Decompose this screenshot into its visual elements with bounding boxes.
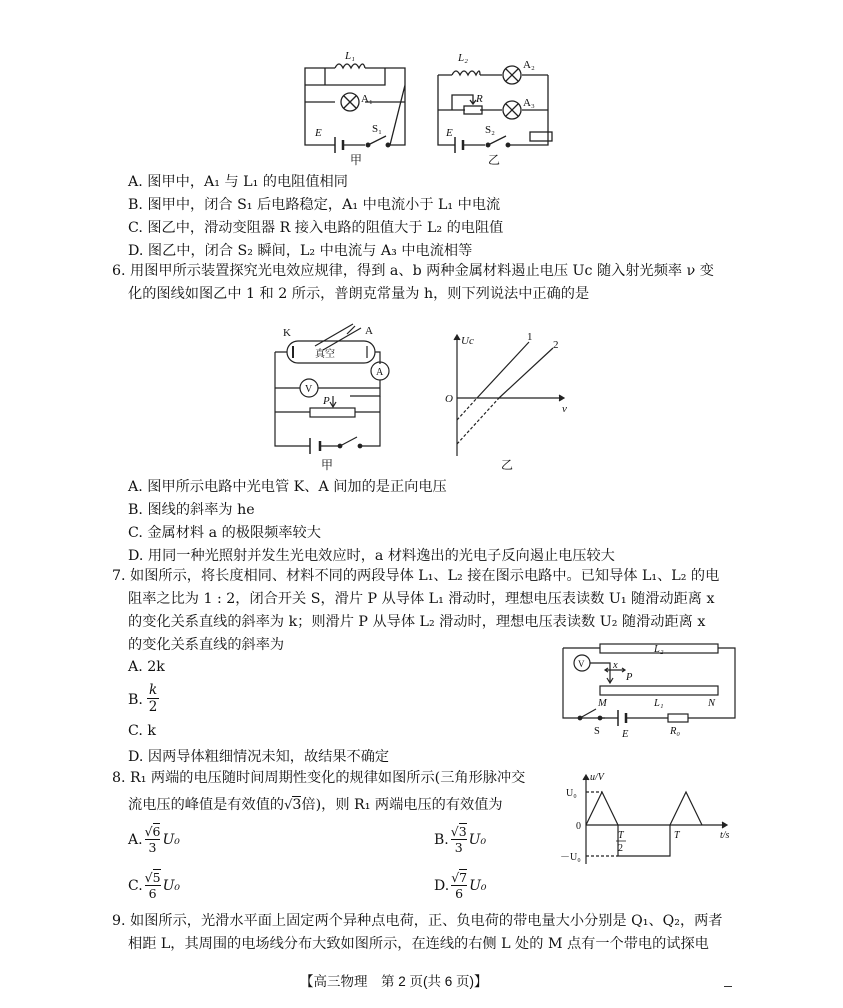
q6-option-c: C. 金属材料 a 的极限频率较大 <box>128 525 321 541</box>
q8-option-b: B. √3 3 U₀ <box>434 824 487 855</box>
q6-caption-yi: 乙 <box>501 458 514 472</box>
label-p: P <box>323 395 330 407</box>
label-u0: U₀ <box>566 788 577 799</box>
q8-option-d: D. √7 6 U₀ <box>434 870 487 901</box>
jia-switch <box>368 136 386 145</box>
label-vacuum: 真空 <box>315 349 335 360</box>
q7-label-n: N <box>708 698 716 709</box>
rheostat-p <box>310 408 355 417</box>
q7-stem-line1: 7. 如图所示，将长度相同、材料不同的两段导体 L₁、L₂ 接在图示电路中。已知导体 L₁、L₂ 的电 <box>112 568 720 584</box>
q8-stem-line1: 8. R₁ 两端的电压随时间周期性变化的规律如图所示(三角形脉冲交 <box>112 770 526 786</box>
q7-option-d: D. 因两导体粗细情况未知，故结果不确定 <box>128 749 390 765</box>
q6-figure <box>265 316 585 476</box>
label-k: K <box>283 327 291 339</box>
q6-stem-line1: 6. 用图甲所示装置探究光电效应规律，得到 a、b 两种金属材料遏止电压 Uc 随入射光频率 ν 变 <box>112 263 714 279</box>
graph-line2-label: 2 <box>553 339 559 351</box>
q9-stem-line1: 9. 如图所示，光滑水平面上固定两个异种点电荷，正、负电荷的带电量大小分别是 Q₁、Q₂，两者 <box>112 913 723 929</box>
q7-label-l1: L₁ <box>654 698 664 709</box>
q6-option-d: D. 用同一种光照射并发生光电效应时，a 材料逸出的光电子反向遏止电压较大 <box>128 548 615 564</box>
jia-caption: 甲 <box>350 153 363 167</box>
yi-right-resistor <box>530 132 552 141</box>
q5-option-a: A. 图甲中，A₁ 与 L₁ 的电阻值相同 <box>128 174 348 190</box>
jia-label-L1: L₁ <box>345 50 355 62</box>
label-half-t-num: T <box>618 830 624 841</box>
voltmeter-label: V <box>305 384 313 395</box>
waveform <box>586 792 702 856</box>
q7-option-a: A. 2k <box>128 659 165 675</box>
yi-label-S2: S₂ <box>485 124 495 136</box>
label-t: T <box>674 830 680 841</box>
jia-label-A1: A₁ <box>361 93 373 105</box>
yi-label-R: R <box>476 93 483 105</box>
q7-stem-line4: 的变化关系直线的斜率为 <box>128 637 285 653</box>
label-half-t-den: 2 <box>618 843 623 854</box>
ammeter-label: A <box>376 367 384 378</box>
page-footer: 【高三物理 第 2 页(共 6 页)】 <box>300 974 488 989</box>
graph-line1-label: 1 <box>527 331 533 343</box>
q7-stem-line2: 阻率之比为 1 : 2，闭合开关 S，滑片 P 从导体 L₁ 滑动时，理想电压表读数 U₁ 随滑动距离 x <box>128 591 715 607</box>
label-zero: 0 <box>576 821 581 832</box>
q6-option-a: A. 图甲所示电路中光电管 K、A 间加的是正向电压 <box>128 479 447 495</box>
yi-label-E: E <box>446 127 453 139</box>
q7-label-e: E <box>622 729 629 740</box>
resistor-r0 <box>668 714 688 722</box>
q5-option-b: B. 图甲中，闭合 S₁ 后电路稳定，A₁ 中电流小于 L₁ 中电流 <box>128 197 501 213</box>
q6-switch <box>340 437 357 446</box>
q8-waveform-graph <box>558 768 738 868</box>
q6-option-b: B. 图线的斜率为 he <box>128 502 255 518</box>
q7-option-b: B. <box>128 692 143 708</box>
q7-label-s: S <box>594 726 600 737</box>
q7-stem-line3: 的变化关系直线的斜率为 k；则滑片 P 从导体 L₂ 滑动时，理想电压表读数 U₂ 随滑动距离 x <box>128 614 706 630</box>
q5-circuit-figure <box>290 40 570 170</box>
yi-switch <box>488 136 506 145</box>
q7-circuit-figure <box>560 638 740 743</box>
graph-label-uc: Uc <box>461 335 474 347</box>
q5-option-c: C. 图乙中，滑动变阻器 R 接入电路的阻值大于 L₂ 的电阻值 <box>128 220 504 236</box>
q7-label-p: P <box>626 672 633 683</box>
ylabel: u/V <box>590 772 604 783</box>
q8-option-a: A. √6 3 U₀ <box>128 824 180 855</box>
q6-caption-jia: 甲 <box>321 458 334 472</box>
label-a: A <box>365 325 373 337</box>
q8-stem-line2: 流电压的峰值是有效值的√3倍)，则 R₁ 两端电压的有效值为 <box>128 797 503 813</box>
q7-label-m: M <box>598 698 607 709</box>
q5-option-d: D. 图乙中，闭合 S₂ 瞬间，L₂ 中电流与 A₃ 中电流相等 <box>128 243 473 259</box>
q7-label-x: x <box>613 660 618 671</box>
jia-label-S1: S₁ <box>372 123 382 135</box>
footer-dash <box>724 986 732 987</box>
q7-option-c: C. k <box>128 723 156 739</box>
yi-label-A3: A₃ <box>523 97 535 109</box>
q7-switch <box>580 709 596 718</box>
yi-rheostat <box>464 106 482 114</box>
q7-option-b-fraction: k 2 <box>148 682 158 715</box>
conductor-l1 <box>600 686 718 695</box>
graph-line-1 <box>477 342 529 398</box>
label-neg-u0: －U₀ <box>560 852 581 863</box>
jia-inductor-coil <box>335 64 365 68</box>
q7-label-r0: R₀ <box>670 726 681 737</box>
q7-label-l2: L₂ <box>654 644 664 655</box>
graph-line-2 <box>499 348 553 398</box>
tlabel: t/s <box>720 830 730 841</box>
q8-option-c: C. √5 6 U₀ <box>128 870 181 901</box>
yi-inductor-coil <box>452 71 480 75</box>
graph-origin: O <box>445 393 453 405</box>
yi-label-A2: A₂ <box>523 59 535 71</box>
yi-label-L2: L₂ <box>458 52 468 64</box>
q6-stem-line2: 化的图线如图乙中 1 和 2 所示，普朗克常量为 h，则下列说法中正确的是 <box>128 286 590 302</box>
q7-voltmeter-label: V <box>578 659 585 669</box>
yi-caption: 乙 <box>488 153 501 167</box>
jia-label-E: E <box>315 127 322 139</box>
graph-label-nu: ν <box>562 403 567 415</box>
q9-stem-line2: 相距 L，其周围的电场线分布大致如图所示，在连线的右侧 L 处的 M 点有一个带电的试探电 <box>128 936 709 952</box>
